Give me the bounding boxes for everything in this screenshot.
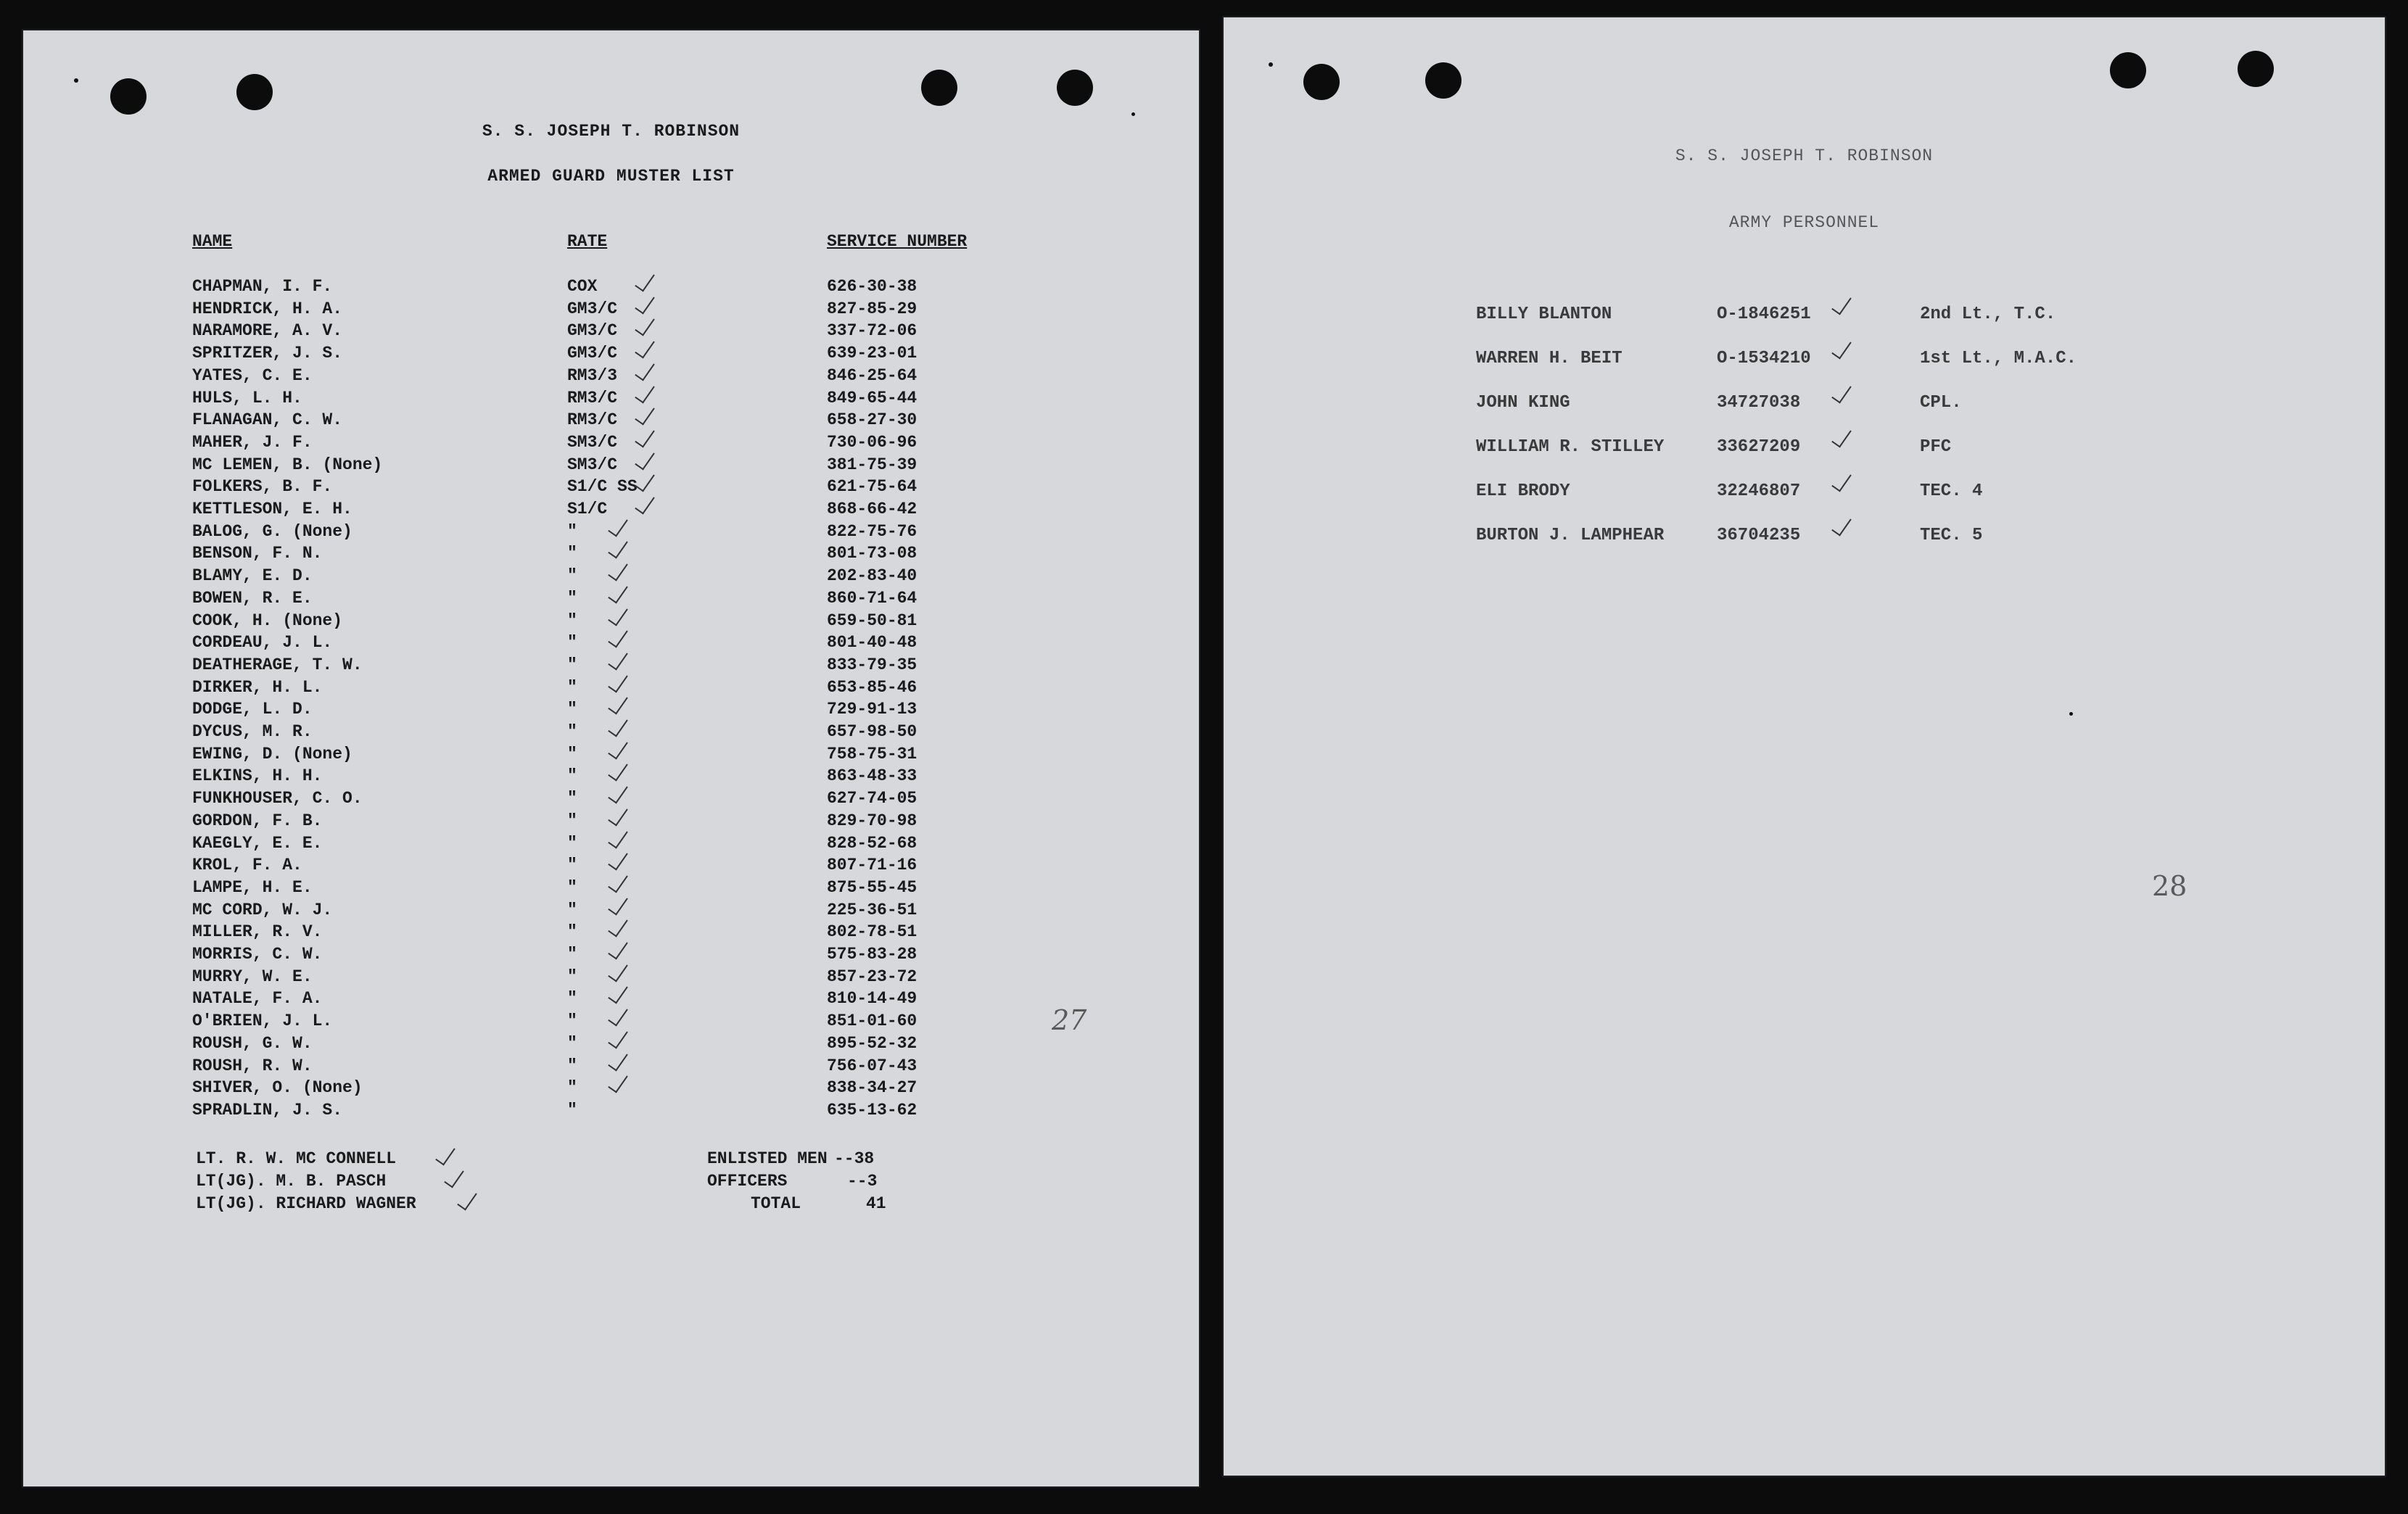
header-rate: RATE — [567, 232, 608, 251]
service-number-cell: 653-85-46 — [827, 677, 918, 697]
header-service-number: SERVICE NUMBER — [827, 232, 968, 251]
name-cell: MORRIS, C. W. — [192, 945, 323, 964]
table-row — [22, 1056, 1200, 1079]
service-number-cell: 801-40-48 — [827, 633, 918, 653]
rate-cell: " — [567, 521, 577, 541]
rate-cell: " — [567, 833, 577, 853]
officer-entry: LT. R. W. MC CONNELL — [196, 1149, 397, 1168]
rank-cell: CPL. — [1920, 393, 1962, 413]
name-cell: KAEGLY, E. E. — [192, 833, 323, 853]
service-number-cell: 621-75-64 — [827, 477, 918, 497]
speck — [1131, 112, 1135, 116]
table-row — [1222, 393, 2386, 422]
service-number-cell: 895-52-32 — [827, 1033, 918, 1053]
service-number-cell: 657-98-50 — [827, 722, 918, 741]
name-cell: CHAPMAN, I. F. — [192, 277, 333, 296]
name-cell: MC LEMEN, B. (None) — [192, 455, 383, 474]
service-number-cell: 822-75-76 — [827, 521, 918, 541]
table-row — [22, 922, 1200, 945]
rate-cell: SM3/C — [567, 455, 618, 474]
rate-cell: " — [567, 544, 577, 563]
table-row — [22, 834, 1200, 856]
rank-cell: TEC. 5 — [1920, 526, 1983, 545]
name-cell: WARREN H. BEIT — [1476, 349, 1622, 368]
rate-cell: " — [567, 945, 577, 964]
name-cell: EWING, D. (None) — [192, 744, 352, 764]
name-cell: DODGE, L. D. — [192, 700, 313, 719]
name-cell: SHIVER, O. (None) — [192, 1078, 363, 1098]
rate-cell: RM3/3 — [567, 365, 618, 385]
table-row — [22, 566, 1200, 589]
check-mark — [457, 1188, 477, 1211]
service-number-cell: O-1846251 — [1717, 305, 1811, 324]
rate-cell: " — [567, 1100, 577, 1120]
punch-hole — [1057, 70, 1093, 106]
speck — [74, 78, 78, 83]
service-number-cell: 857-23-72 — [827, 967, 918, 986]
name-cell: GORDON, F. B. — [192, 811, 323, 830]
total-label: OFFICERS — [707, 1172, 788, 1191]
total-value: 41 — [866, 1194, 886, 1213]
name-cell: ELKINS, H. H. — [192, 766, 323, 786]
name-cell: JOHN KING — [1476, 393, 1570, 413]
table-row — [1222, 437, 2386, 466]
name-cell: LAMPE, H. E. — [192, 877, 313, 897]
service-number-cell: 807-71-16 — [827, 856, 918, 875]
service-number-cell: 639-23-01 — [827, 344, 918, 363]
header-name: NAME — [192, 232, 233, 251]
service-number-cell: 846-25-64 — [827, 365, 918, 385]
name-cell: BALOG, G. (None) — [192, 521, 352, 541]
service-number-cell: 626-30-38 — [827, 277, 918, 296]
list-subtitle: ARMED GUARD MUSTER LIST — [487, 167, 735, 186]
name-cell: FLANAGAN, C. W. — [192, 410, 343, 430]
table-row — [22, 522, 1200, 545]
table-row — [22, 1034, 1200, 1056]
table-row — [22, 789, 1200, 811]
rate-cell: " — [567, 611, 577, 630]
name-cell: BENSON, F. N. — [192, 544, 323, 563]
check-mark — [444, 1166, 464, 1188]
rate-cell: " — [567, 1056, 577, 1075]
rate-cell: GM3/C — [567, 321, 618, 341]
army-personnel-page — [1222, 16, 2386, 1477]
speck — [1269, 62, 1273, 67]
service-number-cell: 729-91-13 — [827, 700, 918, 719]
name-cell: DEATHERAGE, T. W. — [192, 655, 363, 674]
check-mark — [635, 270, 655, 292]
check-mark — [1831, 470, 1852, 492]
rate-cell: " — [567, 766, 577, 786]
rate-cell: RM3/C — [567, 388, 618, 408]
service-number-cell: 802-78-51 — [827, 922, 918, 942]
table-row — [22, 277, 1200, 299]
table-row — [22, 433, 1200, 455]
table-row — [22, 589, 1200, 611]
table-row — [1222, 349, 2386, 378]
rate-cell: " — [567, 789, 577, 808]
name-cell: SPRADLIN, J. S. — [192, 1100, 343, 1120]
total-value: --3 — [847, 1172, 878, 1191]
service-number-cell: 838-34-27 — [827, 1078, 918, 1098]
table-row — [22, 389, 1200, 411]
name-cell: ROUSH, R. W. — [192, 1056, 313, 1075]
table-row — [22, 1101, 1200, 1123]
name-cell: HENDRICK, H. A. — [192, 299, 343, 318]
table-row — [22, 1012, 1200, 1034]
table-row — [22, 611, 1200, 634]
name-cell: FUNKHOUSER, C. O. — [192, 789, 363, 808]
name-cell: DYCUS, M. R. — [192, 722, 313, 741]
table-row — [22, 745, 1200, 767]
check-mark — [1831, 514, 1852, 537]
rate-cell: " — [567, 677, 577, 697]
name-cell: BOWEN, R. E. — [192, 588, 313, 608]
name-cell: ELI BRODY — [1476, 481, 1570, 501]
page-number: 28 — [2152, 870, 2188, 902]
rate-cell: SM3/C — [567, 432, 618, 452]
name-cell: MAHER, J. F. — [192, 432, 313, 452]
name-cell: WILLIAM R. STILLEY — [1476, 437, 1665, 457]
service-number-cell: 875-55-45 — [827, 877, 918, 897]
service-number-cell: 827-85-29 — [827, 299, 918, 318]
punch-hole — [2238, 51, 2274, 87]
table-row — [22, 989, 1200, 1012]
service-number-cell: 658-27-30 — [827, 410, 918, 430]
service-number-cell: 851-01-60 — [827, 1012, 918, 1031]
name-cell: MILLER, R. V. — [192, 922, 323, 942]
service-number-cell: 829-70-98 — [827, 811, 918, 830]
rate-cell: " — [567, 877, 577, 897]
table-row — [1222, 526, 2386, 555]
service-number-cell: 849-65-44 — [827, 388, 918, 408]
service-number-cell: 868-66-42 — [827, 500, 918, 518]
name-cell: BILLY BLANTON — [1476, 305, 1612, 324]
rate-cell: " — [567, 1033, 577, 1053]
rate-cell: RM3/C — [567, 410, 618, 430]
name-cell: O'BRIEN, J. L. — [192, 1012, 333, 1031]
name-cell: BLAMY, E. D. — [192, 566, 313, 586]
name-cell: YATES, C. E. — [192, 365, 313, 385]
list-subtitle: ARMY PERSONNEL — [1728, 213, 1880, 232]
service-number-cell: 863-48-33 — [827, 766, 918, 786]
rate-cell: GM3/C — [567, 344, 618, 363]
check-mark — [1831, 337, 1852, 360]
service-number-cell: 635-13-62 — [827, 1100, 918, 1120]
officer-entry: LT(JG). M. B. PASCH — [196, 1172, 387, 1191]
service-number-cell: 36704235 — [1717, 526, 1801, 545]
table-row — [1222, 305, 2386, 334]
name-cell: DIRKER, H. L. — [192, 677, 323, 697]
name-cell: HULS, L. H. — [192, 388, 302, 408]
rate-cell: " — [567, 922, 577, 942]
service-number-cell: 756-07-43 — [827, 1056, 918, 1075]
rate-cell: " — [567, 744, 577, 764]
name-cell: MURRY, W. E. — [192, 967, 313, 986]
table-row — [22, 766, 1200, 789]
punch-hole — [236, 74, 273, 110]
table-row — [22, 967, 1200, 990]
speck — [2069, 712, 2073, 716]
check-mark — [1831, 293, 1852, 315]
table-row — [1222, 481, 2386, 510]
rank-cell: TEC. 4 — [1920, 481, 1983, 501]
rate-cell: " — [567, 700, 577, 719]
page-number: 27 — [1052, 1004, 1087, 1036]
name-cell: NATALE, F. A. — [192, 989, 323, 1009]
table-row — [22, 700, 1200, 722]
table-row — [22, 344, 1200, 366]
rate-cell: " — [567, 811, 577, 830]
muster-list-page — [22, 29, 1200, 1488]
name-cell: BURTON J. LAMPHEAR — [1476, 526, 1665, 545]
table-row — [22, 299, 1200, 322]
name-cell: KROL, F. A. — [192, 856, 302, 875]
name-cell: CORDEAU, J. L. — [192, 633, 333, 653]
table-row — [22, 544, 1200, 566]
check-mark — [435, 1143, 455, 1166]
table-row — [22, 477, 1200, 500]
service-number-cell: O-1534210 — [1717, 349, 1811, 368]
rate-cell: S1/C — [567, 500, 608, 518]
service-number-cell: 801-73-08 — [827, 544, 918, 563]
total-label: TOTAL — [751, 1194, 801, 1213]
service-number-cell: 659-50-81 — [827, 611, 918, 630]
rate-cell: " — [567, 633, 577, 653]
service-number-cell: 730-06-96 — [827, 432, 918, 452]
officer-entry: LT(JG). RICHARD WAGNER — [196, 1194, 416, 1213]
table-row — [22, 722, 1200, 745]
service-number-cell: 828-52-68 — [827, 833, 918, 853]
rank-cell: PFC — [1920, 437, 1952, 457]
service-number-cell: 810-14-49 — [827, 989, 918, 1009]
punch-hole — [110, 78, 147, 115]
rate-cell: " — [567, 1012, 577, 1031]
service-number-cell: 33627209 — [1717, 437, 1801, 457]
ship-title: S. S. JOSEPH T. ROBINSON — [482, 122, 741, 141]
service-number-cell: 627-74-05 — [827, 789, 918, 808]
service-number-cell: 575-83-28 — [827, 945, 918, 964]
rate-cell: " — [567, 900, 577, 919]
rank-cell: 2nd Lt., T.C. — [1920, 305, 2056, 324]
service-number-cell: 34727038 — [1717, 393, 1801, 413]
rate-cell: " — [567, 989, 577, 1009]
rate-cell: S1/C SS — [567, 477, 638, 497]
table-row — [22, 945, 1200, 967]
service-number-cell: 758-75-31 — [827, 744, 918, 764]
name-cell: SPRITZER, J. S. — [192, 344, 343, 363]
name-cell: ROUSH, G. W. — [192, 1033, 313, 1053]
table-row — [22, 678, 1200, 700]
table-row — [22, 366, 1200, 389]
rate-cell: COX — [567, 277, 598, 296]
rate-cell: " — [567, 566, 577, 586]
rate-cell: " — [567, 655, 577, 674]
punch-hole — [921, 70, 957, 106]
punch-hole — [1303, 64, 1340, 100]
total-label: ENLISTED MEN — [707, 1149, 828, 1168]
rate-cell: GM3/C — [567, 299, 618, 318]
punch-hole — [1425, 62, 1461, 99]
table-row — [22, 655, 1200, 678]
rate-cell: " — [567, 1078, 577, 1098]
rate-cell: " — [567, 967, 577, 986]
rate-cell: " — [567, 856, 577, 875]
table-row — [22, 811, 1200, 834]
name-cell: COOK, H. (None) — [192, 611, 343, 630]
table-row — [22, 878, 1200, 901]
name-cell: MC CORD, W. J. — [192, 900, 333, 919]
name-cell: NARAMORE, A. V. — [192, 321, 343, 341]
table-row — [22, 901, 1200, 923]
service-number-cell: 337-72-06 — [827, 321, 918, 341]
name-cell: KETTLESON, E. H. — [192, 500, 352, 518]
check-mark — [1831, 381, 1852, 404]
service-number-cell: 860-71-64 — [827, 588, 918, 608]
total-value: --38 — [834, 1149, 875, 1168]
service-number-cell: 381-75-39 — [827, 455, 918, 474]
punch-hole — [2110, 52, 2146, 88]
table-row — [22, 856, 1200, 878]
rate-cell: " — [567, 588, 577, 608]
table-row — [22, 321, 1200, 344]
service-number-cell: 202-83-40 — [827, 566, 918, 586]
table-row — [22, 455, 1200, 478]
table-row — [22, 1078, 1200, 1101]
rank-cell: 1st Lt., M.A.C. — [1920, 349, 2077, 368]
name-cell: FOLKERS, B. F. — [192, 477, 333, 497]
table-row — [22, 633, 1200, 655]
table-row — [22, 410, 1200, 433]
service-number-cell: 225-36-51 — [827, 900, 918, 919]
ship-title: S. S. JOSEPH T. ROBINSON — [1675, 146, 1934, 165]
rate-cell: " — [567, 722, 577, 741]
service-number-cell: 833-79-35 — [827, 655, 918, 674]
check-mark — [1831, 426, 1852, 448]
table-row — [22, 500, 1200, 522]
service-number-cell: 32246807 — [1717, 481, 1801, 501]
